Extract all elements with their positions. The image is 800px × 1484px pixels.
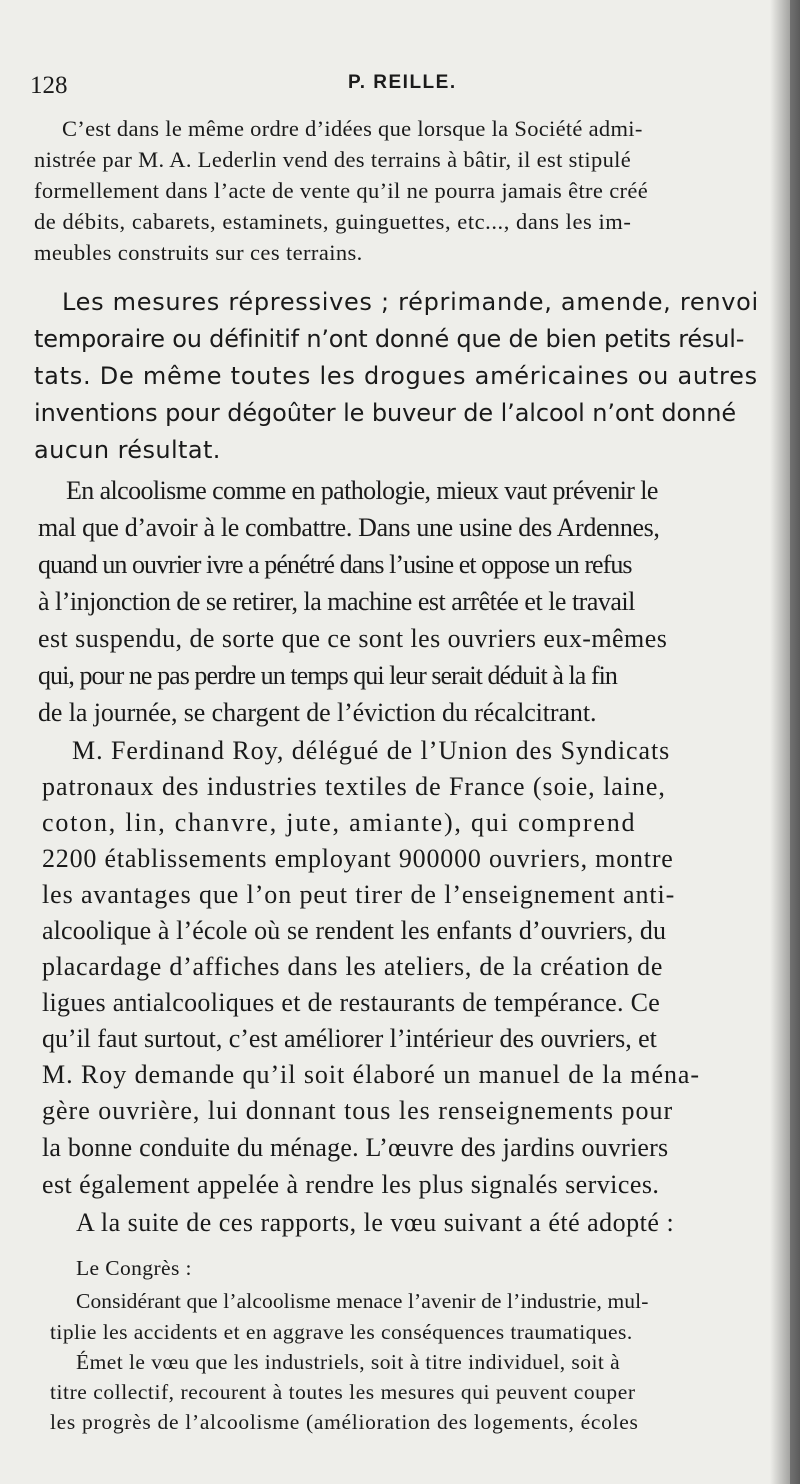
text-line: ligues antialcooliques et de restaurants de tempérance. Ce bbox=[42, 988, 661, 1017]
page-number: 128 bbox=[30, 72, 68, 99]
text-line: est suspendu, de sorte que ce sont les ouvriers eux-mêmes bbox=[38, 624, 668, 653]
text-line: 2200 établissements employant 900000 ouvriers, montre bbox=[42, 844, 674, 873]
text-line: M. Roy demande qu’il soit élaboré un manuel de la ména- bbox=[42, 1060, 701, 1089]
text-line: A la suite de ces rapports, le vœu suivant a été adopté : bbox=[76, 1208, 675, 1237]
text-line: En alcoolisme comme en pathologie, mieux vaut prévenir le bbox=[66, 476, 658, 505]
text-line: inventions pour dégoûter le buveur de l’alcool n’ont donné bbox=[34, 399, 737, 427]
text-line: placardage d’affiches dans les ateliers, de la création de bbox=[42, 952, 664, 981]
text-line: de la journée, se chargent de l’éviction du récalcitrant. bbox=[38, 698, 597, 727]
text-line: C’est dans le même ordre d’idées que lorsque la Société admi- bbox=[62, 116, 643, 141]
text-line: patronaux des industries textiles de France (soie, laine, bbox=[42, 772, 666, 801]
text-line: alcoolique à l’école où se rendent les enfants d’ouvriers, du bbox=[42, 916, 667, 945]
page-edge-shadow bbox=[770, 0, 800, 1484]
text-line: temporaire ou définitif n’ont donné que de bien petits résul- bbox=[34, 325, 745, 353]
text-line: Les mesures répressives ; réprimande, amende, renvoi bbox=[62, 288, 759, 316]
text-line: les avantages que l’on peut tirer de l’enseignement anti- bbox=[42, 880, 676, 909]
page-header bbox=[30, 72, 750, 102]
text-line: la bonne conduite du ménage. L’œuvre des jardins ouvriers bbox=[42, 1133, 669, 1162]
text-line: mal que d’avoir à le combattre. Dans une usine des Ardennes, bbox=[38, 513, 660, 542]
text-line: tats. De même toutes les drogues américaines ou autres bbox=[34, 362, 758, 390]
text-line: meubles construits sur ces terrains. bbox=[34, 240, 363, 265]
text-line: les progrès de l’alcoolisme (amélioration des logements, écoles bbox=[50, 1410, 639, 1434]
text-line: qu’il faut surtout, c’est améliorer l’intérieur des ouvriers, et bbox=[42, 1024, 657, 1053]
text-line: coton, lin, chanvre, jute, amiante), qui comprend bbox=[42, 808, 637, 837]
text-line: quand un ouvrier ivre a pénétré dans l’usine et oppose un refus bbox=[38, 550, 632, 579]
text-line: Considérant que l’alcoolisme menace l’avenir de l’industrie, mul- bbox=[76, 1289, 649, 1313]
text-line: titre collectif, recourent à toutes les mesures qui peuvent couper bbox=[50, 1380, 636, 1404]
text-line: à l’injonction de se retirer, la machine est arrêtée et le travail bbox=[38, 587, 635, 616]
text-line: qui, pour ne pas perdre un temps qui leur serait déduit à la fin bbox=[38, 661, 617, 690]
text-line: de débits, cabarets, estaminets, guinguettes, etc..., dans les im- bbox=[34, 209, 632, 234]
text-line: M. Ferdinand Roy, délégué de l’Union des Syndicats bbox=[72, 736, 671, 765]
text-line: tiplie les accidents et en aggrave les conséquences traumatiques. bbox=[50, 1320, 633, 1344]
running-head: P. REILLE. bbox=[348, 72, 457, 93]
text-line: est également appelée à rendre les plus signalés services. bbox=[42, 1170, 660, 1199]
text-line: Émet le vœu que les industriels, soit à titre individuel, soit à bbox=[76, 1350, 621, 1374]
text-line: gère ouvrière, lui donnant tous les renseignements pour bbox=[42, 1096, 674, 1125]
text-line: Le Congrès : bbox=[76, 1256, 192, 1280]
text-line: aucun résultat. bbox=[34, 436, 221, 464]
text-line: formellement dans l’acte de vente qu’il ne pourra jamais être créé bbox=[34, 178, 649, 203]
text-line: nistrée par M. A. Lederlin vend des terrains à bâtir, il est stipulé bbox=[34, 147, 632, 172]
